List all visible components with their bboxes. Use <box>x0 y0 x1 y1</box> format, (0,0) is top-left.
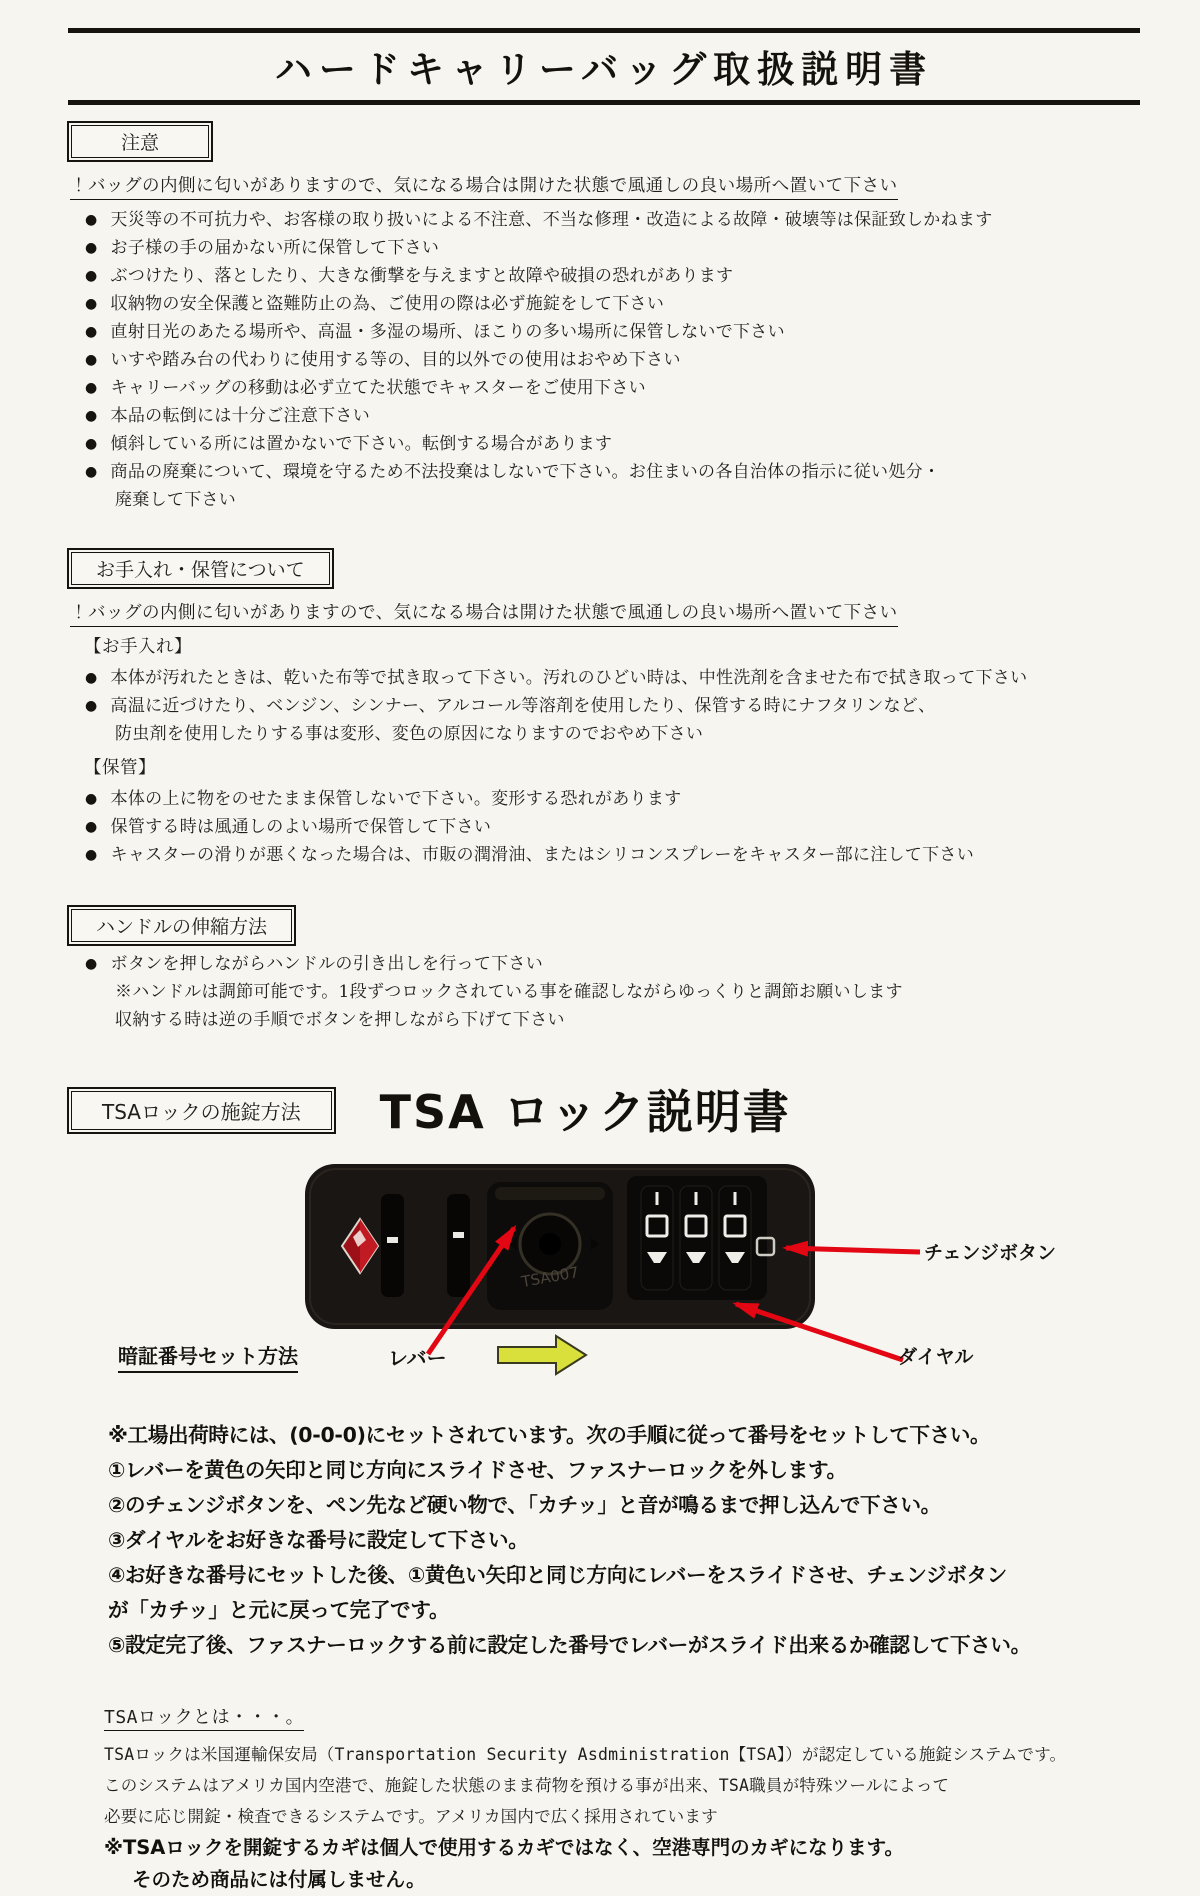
list-item-text: 傾斜している所には置かないで下さい。転倒する場合があります <box>110 434 613 454</box>
bullet-icon: ● <box>85 791 98 807</box>
care-subheading-cleaning: 【お手入れ】 <box>84 637 192 657</box>
handle-heading-box <box>71 909 292 942</box>
list-item <box>104 1864 1140 1896</box>
handle-list <box>68 950 1140 1034</box>
list-item <box>68 262 1140 290</box>
change-button-label: チェンジボタン <box>924 1242 1056 1264</box>
list-item-text: 廃棄して下さい <box>115 490 237 510</box>
list-item <box>68 234 1140 262</box>
list-item <box>68 841 1140 869</box>
list-item <box>108 1453 1140 1488</box>
list-item <box>104 1739 1140 1770</box>
list-item-text: ③ダイヤルをお好きな番号に設定して下さい。 <box>108 1528 529 1552</box>
lock-model-text: TSA007 <box>520 1263 581 1291</box>
list-item-text: ⑤設定完了後、ファスナーロックする前に設定した番号でレバーがスライド出来るか確認して下さい。 <box>108 1633 1031 1657</box>
list-item <box>108 1558 1140 1593</box>
list-item-text: 必要に応じ開錠・検査できるシステムです。アメリカ国内で広く採用されています <box>104 1807 718 1826</box>
list-item-text: ②のチェンジボタンを、ペン先など硬い物で、「カチッ」と音が鳴るまで押し込んで下さい。 <box>108 1493 941 1517</box>
dial-wheels <box>627 1176 767 1300</box>
bullet-icon: ● <box>85 296 98 312</box>
title-rule-bottom <box>68 100 1140 105</box>
bullet-icon: ● <box>85 240 98 256</box>
tsa-lock-figure <box>68 1154 1140 1406</box>
list-item-text: 収納物の安全保護と盗難防止の為、ご使用の際は必ず施錠をして下さい <box>110 294 665 314</box>
list-item <box>68 785 1140 813</box>
bullet-icon: ● <box>85 436 98 452</box>
care-cleaning-list <box>68 664 1140 748</box>
list-item <box>68 402 1140 430</box>
section-care <box>68 548 1140 869</box>
bullet-icon: ● <box>85 847 98 863</box>
list-item <box>68 290 1140 318</box>
odor-notice-2-text: ！バッグの内側に匂いがありますので、気になる場合は開けた状態で風通しの良い場所へ置いて下さい <box>70 599 898 627</box>
list-item-text: お子様の手の届かない所に保管して下さい <box>110 238 440 258</box>
list-item <box>108 1523 1140 1558</box>
tsa-about-notes <box>104 1832 1140 1896</box>
bullet-icon: ● <box>85 352 98 368</box>
list-item-text: TSAロックは米国運輸保安局（Transportation Security Asdministration【TSA】）が認定している施錠システムです。 <box>104 1745 1067 1764</box>
list-item-text: ①レバーを黄色の矢印と同じ方向にスライドさせ、ファスナーロックを外します。 <box>108 1458 847 1482</box>
tsa-heading: TSAロックの施錠方法 <box>102 1099 301 1124</box>
list-item <box>108 1593 1140 1628</box>
list-item-text: 収納する時は逆の手順でボタンを押しながら下げて下さい <box>115 1010 565 1030</box>
list-item <box>68 374 1140 402</box>
tsa-about-lines <box>104 1739 1140 1832</box>
list-item-text: 天災等の不可抗力や、お客様の取り扱いによる不注意、不当な修理・改造による故障・破壊等は保証致しかねます <box>110 210 993 230</box>
tsa-header <box>68 1076 1140 1142</box>
bullet-icon: ● <box>85 464 98 480</box>
red-arrow-dial-icon <box>736 1304 903 1360</box>
yellow-arrow-icon <box>498 1336 586 1374</box>
list-item-text: このシステムはアメリカ国内空港で、施錠した状態のまま荷物を預ける事が出来、TSA職員が特殊ツールによって <box>104 1776 950 1795</box>
bullet-icon: ● <box>85 268 98 284</box>
list-item-text: ※ハンドルは調節可能です。1段ずつロックされている事を確認しながらゆっくりと調節お願いします <box>115 982 903 1002</box>
list-item <box>68 430 1140 458</box>
tsa-steps-list <box>108 1418 1140 1663</box>
odor-notice-2 <box>70 599 1140 627</box>
list-item <box>68 346 1140 374</box>
bullet-icon: ● <box>85 819 98 835</box>
list-item <box>68 813 1140 841</box>
bullet-icon: ● <box>85 956 98 972</box>
odor-notice <box>70 172 1140 200</box>
list-item <box>68 950 1140 978</box>
list-item-text: ボタンを押しながらハンドルの引き出しを行って下さい <box>110 954 544 974</box>
list-item-text: ※工場出荷時には、(0-0-0)にセットされています。次の手順に従って番号をセットして下さい。 <box>108 1423 991 1447</box>
care-heading: お手入れ・保管について <box>96 559 305 581</box>
list-item-text: 高温に近づけたり、ベンジン、シンナー、アルコール等溶剤を使用したり、保管する時にナフタリンなど、 <box>110 696 936 716</box>
bullet-icon: ● <box>85 670 98 686</box>
list-item <box>68 1006 1140 1034</box>
section-tsa-lock <box>68 1076 1140 1896</box>
list-item-text: 本体の上に物をのせたまま保管しないで下さい。変形する恐れがあります <box>110 789 682 809</box>
bullet-icon: ● <box>85 324 98 340</box>
care-heading-box <box>71 552 330 585</box>
list-item-text: 本品の転倒には十分ご注意下さい <box>110 406 371 426</box>
caution-heading: 注意 <box>120 132 159 154</box>
section-handle <box>68 905 1140 1034</box>
list-item-text: キャリーバッグの移動は必ず立てた状態でキャスターをご使用下さい <box>110 378 646 398</box>
bullet-icon: ● <box>85 380 98 396</box>
tsa-lock-title: TSA ロック説明書 <box>379 1085 791 1139</box>
bullet-icon: ● <box>85 698 98 714</box>
list-item <box>68 206 1140 234</box>
bullet-icon: ● <box>85 212 98 228</box>
list-item-text: いすや踏み台の代わりに使用する等の、目的以外での使用はおやめ下さい <box>110 350 681 370</box>
caution-list <box>68 206 1140 514</box>
set-method-label: 暗証番号セット方法 <box>118 1340 298 1373</box>
list-item <box>68 978 1140 1006</box>
page-title: ハードキャリーバッグ取扱説明書 <box>274 48 934 91</box>
bullet-icon: ● <box>85 408 98 424</box>
list-item-text: が「カチッ」と元に戻って完了です。 <box>108 1598 450 1622</box>
list-item <box>104 1770 1140 1801</box>
care-storage-list <box>68 785 1140 869</box>
section-caution <box>68 121 1140 514</box>
list-item <box>108 1488 1140 1523</box>
keyhole-panel <box>487 1182 613 1310</box>
list-item <box>68 318 1140 346</box>
list-item <box>68 664 1140 692</box>
list-item <box>68 720 1140 748</box>
care-subheading-storage: 【保管】 <box>84 758 156 778</box>
tsa-heading-box <box>71 1091 332 1130</box>
title-block <box>68 0 1140 105</box>
list-item <box>104 1832 1140 1864</box>
list-item-text: 直射日光のあたる場所や、高温・多湿の場所、ほこりの多い場所に保管しないで下さい <box>110 322 785 342</box>
list-item <box>104 1801 1140 1832</box>
caution-heading-box <box>71 125 209 158</box>
list-item <box>108 1418 1140 1453</box>
list-item <box>68 486 1140 514</box>
list-item-text: 保管する時は風通しのよい場所で保管して下さい <box>110 817 492 837</box>
list-item-text: そのため商品には付属しません。 <box>132 1868 426 1891</box>
handle-heading: ハンドルの伸縮方法 <box>96 916 268 938</box>
list-item <box>68 692 1140 720</box>
list-item-text: ※TSAロックを開錠するカギは個人で使用するカギではなく、空港専門のカギになります。 <box>104 1836 905 1859</box>
list-item-text: キャスターの滑りが悪くなった場合は、市販の潤滑油、またはシリコンスプレーをキャスター部に注して下さい <box>110 845 974 865</box>
list-item-text: 商品の廃棄について、環境を守るため不法投棄はしないで下さい。お住まいの各自治体の指示に従い処分・ <box>110 462 941 482</box>
list-item-text: 本体が汚れたときは、乾いた布等で拭き取って下さい。汚れのひどい時は、中性洗剤を含ませた布で拭き取って下さい <box>110 668 1028 688</box>
odor-notice-text: ！バッグの内側に匂いがありますので、気になる場合は開けた状態で風通しの良い場所へ置いて下さい <box>70 172 898 200</box>
title-rule-top <box>68 28 1140 33</box>
list-item-text: ④お好きな番号にセットした後、①黄色い矢印と同じ方向にレバーをスライドさせ、チェンジボタン <box>108 1563 1007 1587</box>
list-item-text: ぶつけたり、落としたり、大きな衝撃を与えますと故障や破損の恐れがあります <box>110 266 734 286</box>
list-item <box>68 458 1140 486</box>
list-item-text: 防虫剤を使用したりする事は変形、変色の原因になりますのでおやめ下さい <box>115 724 704 744</box>
lever-label: レバー <box>388 1346 447 1370</box>
dial-label: ダイヤル <box>898 1346 974 1368</box>
list-item <box>108 1628 1140 1663</box>
tsa-about-heading: TSAロックとは・・・。 <box>104 1703 304 1731</box>
